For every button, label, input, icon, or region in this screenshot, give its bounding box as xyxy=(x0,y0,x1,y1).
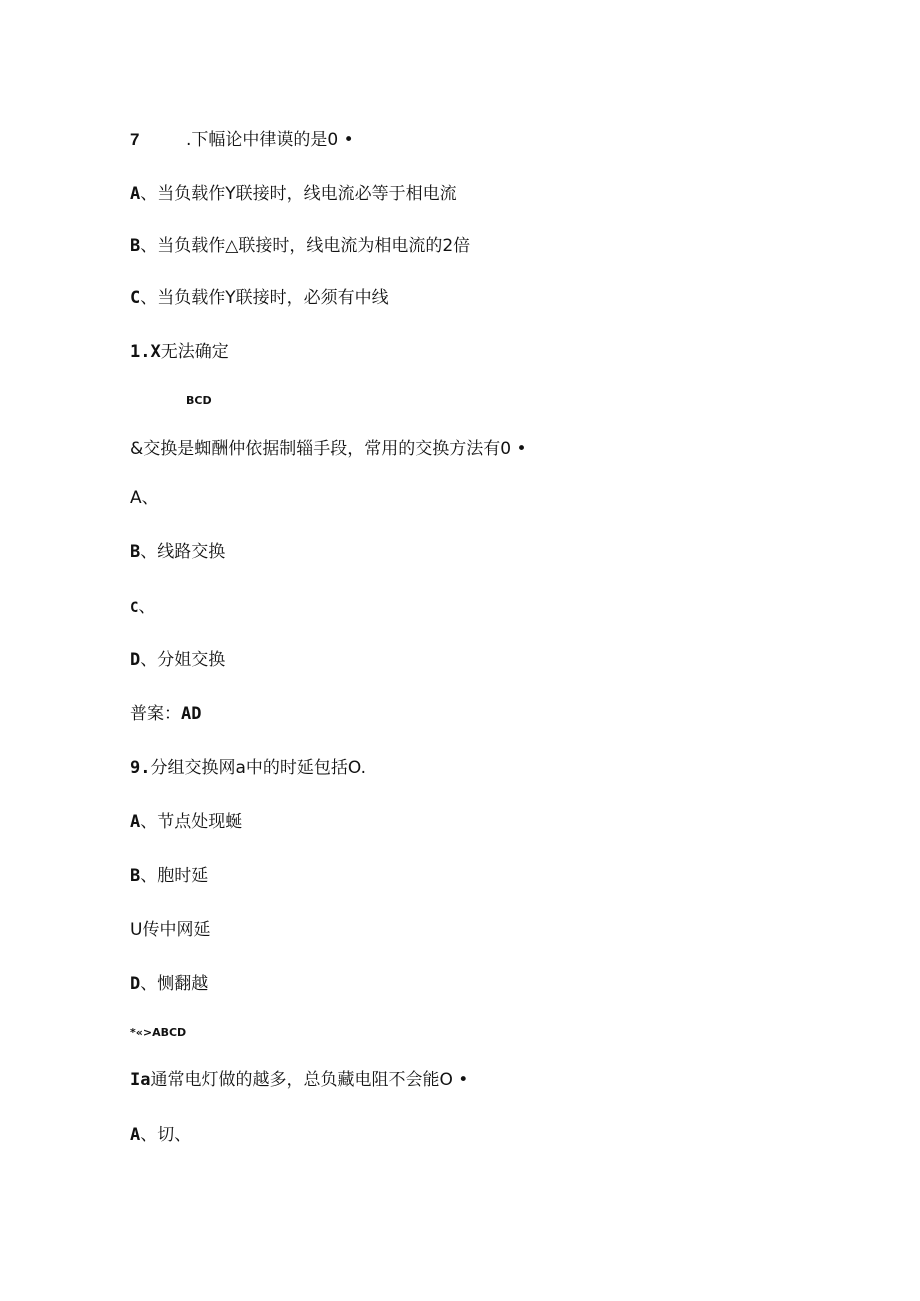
option-letter: D xyxy=(130,650,141,670)
option-8-d xyxy=(130,649,225,671)
option-10-a xyxy=(130,1124,191,1146)
option-text: 、当负载作Y联接时，必须有中线 xyxy=(140,288,389,308)
option-letter: C xyxy=(130,288,141,308)
option-7-b xyxy=(130,235,470,257)
option-7-d xyxy=(130,341,229,363)
answer-7: BCD xyxy=(186,394,212,407)
option-letter: D xyxy=(130,974,141,994)
option-text: 、恻翻越 xyxy=(140,974,209,994)
option-letter: 1.X xyxy=(130,342,161,362)
option-text: 无法确定 xyxy=(160,342,229,362)
option-7-c xyxy=(130,287,389,309)
option-text: 、 xyxy=(138,597,156,617)
option-letter: B xyxy=(130,542,141,562)
question-7 xyxy=(130,129,354,151)
option-text: 、线路交换 xyxy=(140,542,226,562)
option-8-c xyxy=(130,596,155,619)
option-9-b xyxy=(130,865,208,887)
question-text: 分组交换网a中的时延包括O. xyxy=(150,758,366,778)
question-8: &交换是蜘酬仲依据制辎手段，常用的交换方法有0 • xyxy=(130,439,527,459)
option-letter: A xyxy=(130,812,141,832)
question-number: 7 xyxy=(130,130,140,149)
option-text: 、切、 xyxy=(140,1125,192,1145)
option-letter: A xyxy=(130,1125,141,1145)
option-text: 、节点处现蜒 xyxy=(140,812,243,832)
question-number: Ia xyxy=(130,1070,151,1090)
option-9-d xyxy=(130,973,208,995)
option-text: 、胞时延 xyxy=(140,866,209,886)
option-9-c: U传中网延 xyxy=(130,920,211,940)
answer-label: 普案： xyxy=(130,704,181,724)
option-letter: C xyxy=(130,600,139,616)
question-text: 通常电灯做的越多，总负藏电阻不会能O • xyxy=(150,1070,469,1090)
question-10 xyxy=(130,1069,468,1091)
answer-8 xyxy=(130,703,201,725)
option-8-a: A、 xyxy=(130,488,159,508)
option-text: 、当负载作Y联接时，线电流必等于相电流 xyxy=(140,184,457,204)
option-text: 、当负载作△联接时，线电流为相电流的2倍 xyxy=(140,236,471,256)
question-text: .下幅论中律谟的是0 • xyxy=(186,130,354,150)
question-number: 9. xyxy=(130,758,151,778)
question-9 xyxy=(130,757,366,779)
option-letter: B xyxy=(130,236,141,256)
option-8-b xyxy=(130,541,225,563)
option-text: 、分姐交换 xyxy=(140,650,226,670)
option-9-a xyxy=(130,811,242,833)
answer-9: *«>ABCD xyxy=(130,1026,187,1039)
option-7-a xyxy=(130,183,457,205)
option-letter: B xyxy=(130,866,141,886)
option-letter: A xyxy=(130,184,141,204)
answer-value: AD xyxy=(181,704,202,724)
